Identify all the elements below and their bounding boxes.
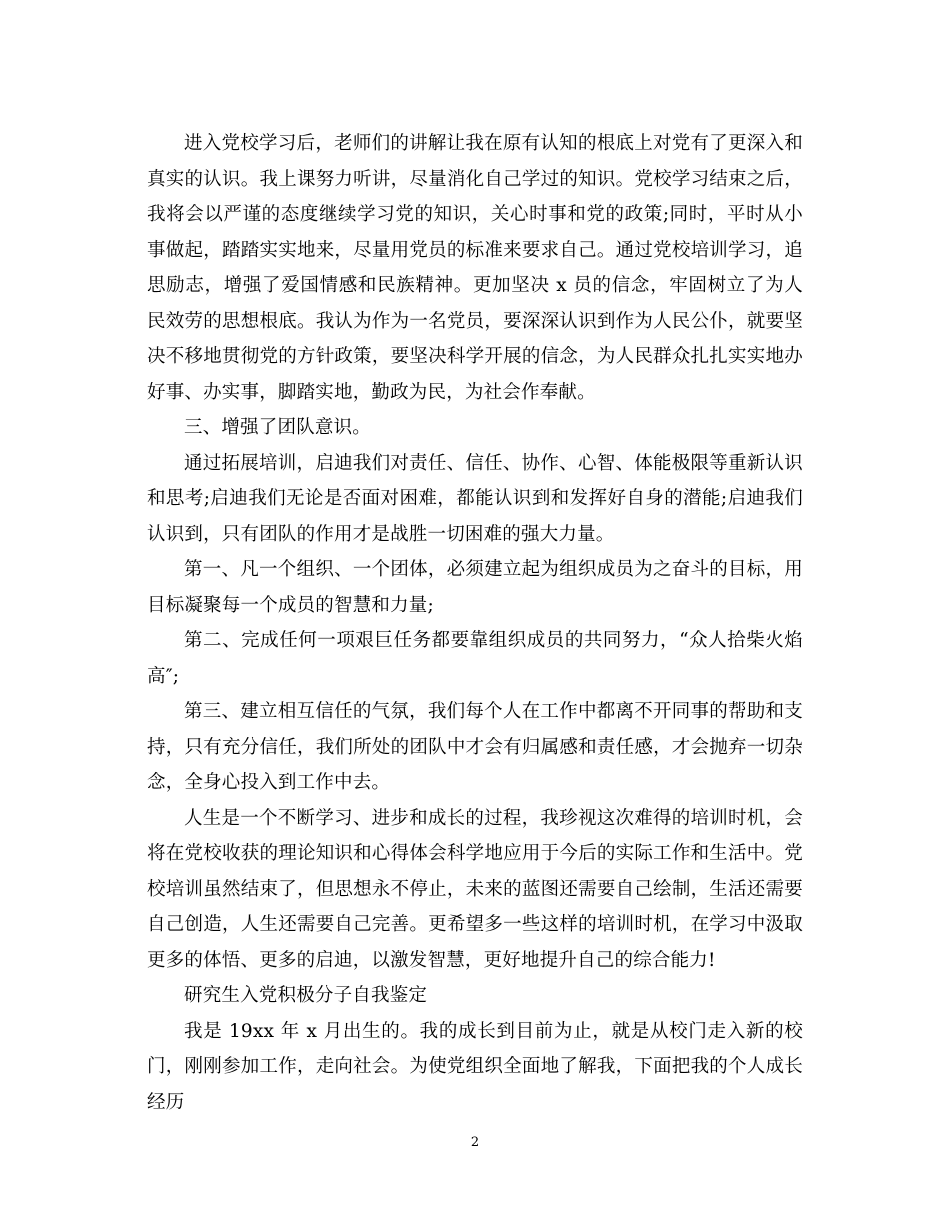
paragraph-personal-intro: 我是 19xx 年 x 月出生的。我的成长到目前为止，就是从校门走入新的校门，刚刚参加工作，走向社会。为使党组织全面地了解我，下面把我的个人成长经历 xyxy=(147,1020,803,1113)
paragraph-point-first: 第一、凡一个组织、一个团体，必须建立起为组织成员为之奋斗的目标，用目标凝聚每一个成员的智慧和力量; xyxy=(147,559,803,616)
section-title-self-assessment: 研究生入党积极分子自我鉴定 xyxy=(184,985,428,1006)
section-heading-team-awareness: 三、增强了团队意识。 xyxy=(184,417,372,438)
paragraph-life-learning: 人生是一个不断学习、进步和成长的过程，我珍视这次难得的培训时机，会将在党校收获的理论知识和心得体会科学地应用于今后的实际工作和生活中。党校培训虽然结束了，但思想永不停止，未来的蓝图还需要自己绘制，生活还需要自己创造，人生还需要自己完善。更希望多一些这样的培训时机，在学习中汲取更多的体悟、更多的启迪，以激发智慧，更好地提升自己的综合能力! xyxy=(147,807,803,971)
paragraph-outward-training: 通过拓展培训，启迪我们对责任、信任、协作、心智、体能极限等重新认识和思考;启迪我们无论是否面对困难，都能认识到和发挥好自身的潜能;启迪我们认识到，只有团队的作用才是战胜一切困难的强大力量。 xyxy=(147,452,803,545)
document-body xyxy=(147,126,803,1120)
paragraph-point-third: 第三、建立相互信任的气氛，我们每个人在工作中都离不开同事的帮助和支持，只有充分信任，我们所处的团队中才会有归属感和责任感，才会抛弃一切杂念，全身心投入到工作中去。 xyxy=(147,701,803,793)
paragraph-party-school-study: 进入党校学习后，老师们的讲解让我在原有认知的根底上对党有了更深入和真实的认识。我上课努力听讲，尽量消化自己学过的知识。党校学习结束之后，我将会以严谨的态度继续学习党的知识，关心时事和党的政策;同时，平时从小事做起，踏踏实实地来，尽量用党员的标准来要求自己。通过党校培训学习，追思励志，增强了爱国情感和民族精神。更加坚决 x 员的信念，牢固树立了为人民效劳的思想根底。我认为作为一名党员，要深深认识到作为人民公仆，就要坚决不移地贯彻党的方针政策，要坚决科学开展的信念，为人民群众扎扎实实地办好事、办实事，脚踏实地，勤政为民，为社会作奉献。 xyxy=(147,133,803,403)
paragraph-point-second: 第二、完成任何一项艰巨任务都要靠组织成员的共同努力，“众人拾柴火焰高″; xyxy=(147,630,803,687)
page-number: 2 xyxy=(470,1135,480,1150)
